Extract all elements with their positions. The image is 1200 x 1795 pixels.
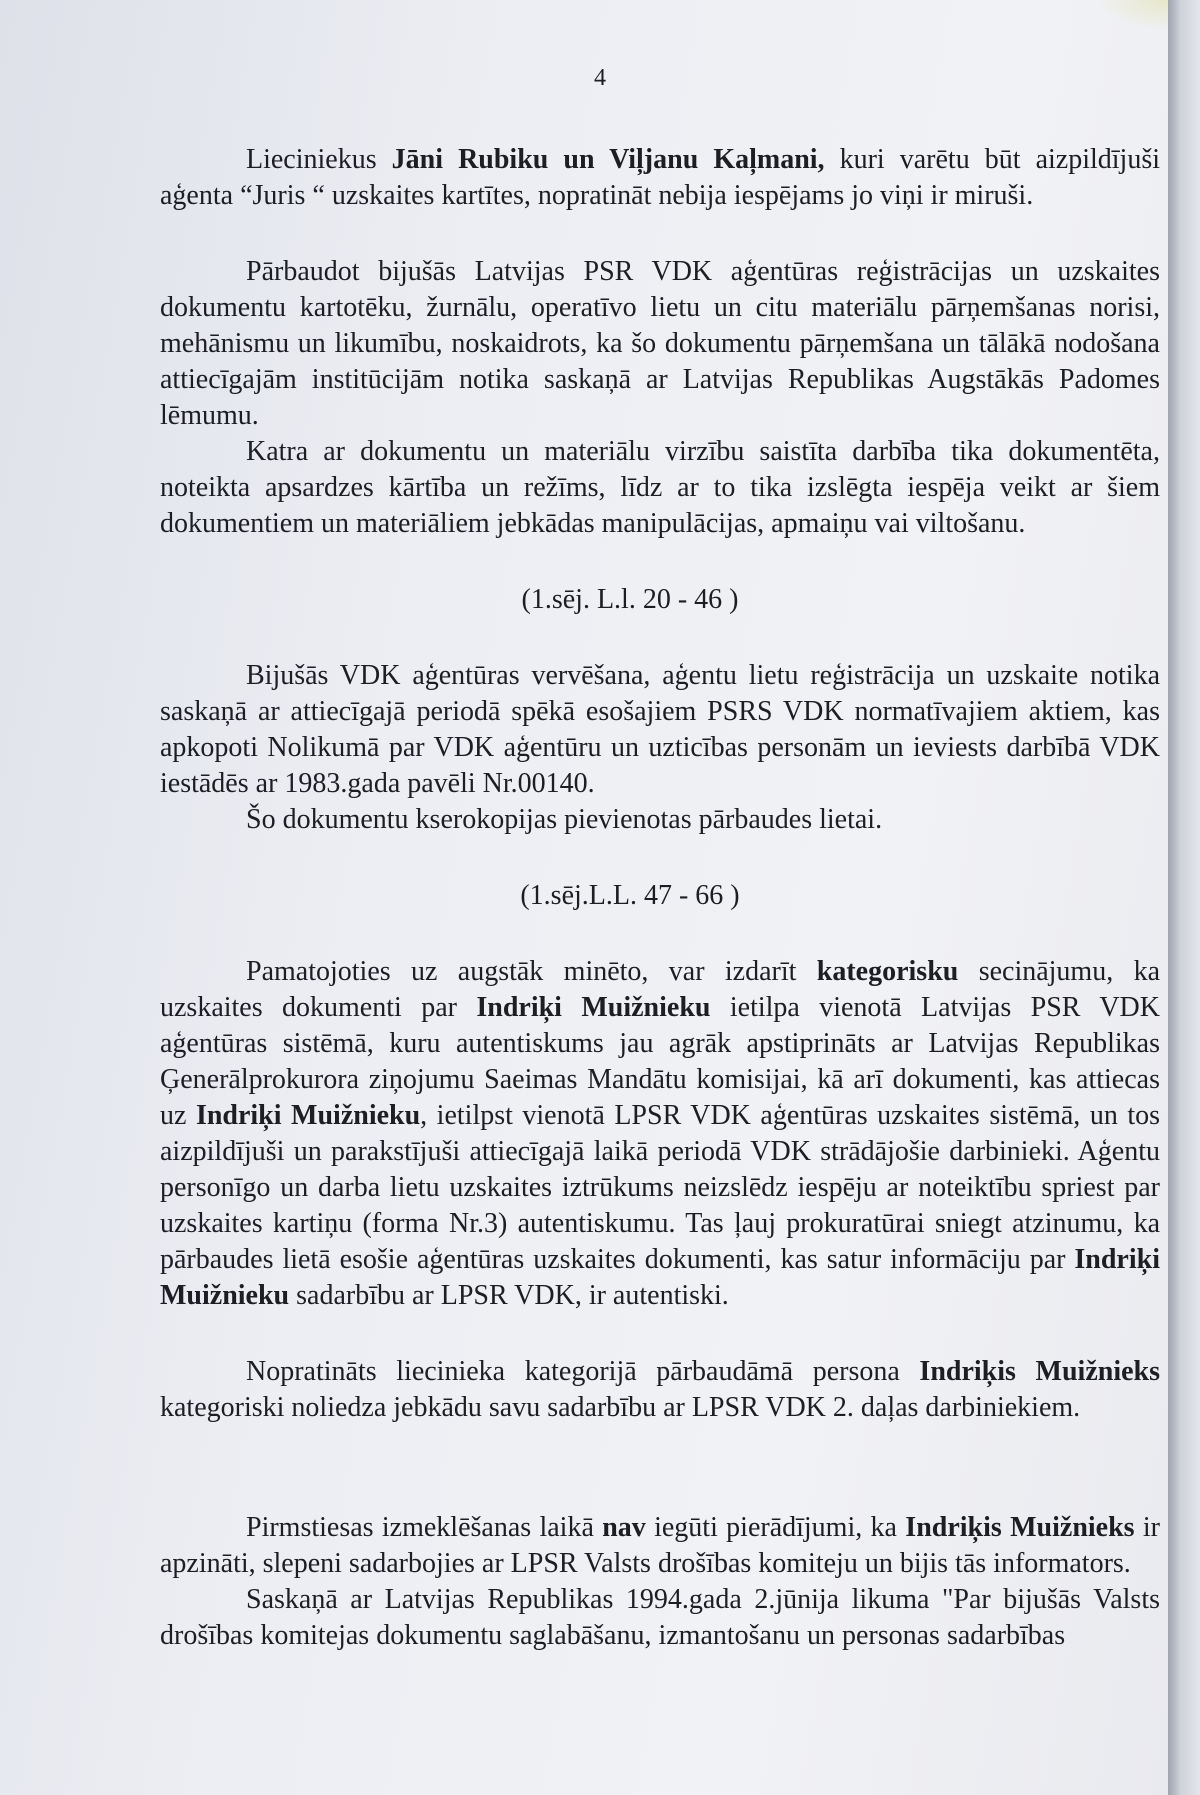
paragraph-copies: [160, 802, 1160, 838]
text-run: Lieciniekus: [246, 144, 392, 175]
text-run: ir apzināti, slepeni sadarbojies ar LPSR Valsts drošības komiteju un bijis tās informators.: [160, 1512, 1160, 1579]
paragraph-witnesses: [160, 142, 1160, 214]
text-run: Šo dokumentu kserokopijas pievienotas pārbaudes lietai.: [246, 804, 883, 835]
text-run: Pirmstiesas izmeklēšanas laikā: [246, 1512, 603, 1543]
bold-name: Indriķis Muižnieks: [905, 1512, 1135, 1543]
bold-name: Indriķi Muižnieku: [160, 1244, 1160, 1311]
bold-term: kategorisku: [816, 956, 959, 987]
bold-names: Jāni Rubiku un Viļjanu Kaļmani,: [391, 144, 825, 175]
page-content: [160, 60, 1160, 1654]
paragraph-documentation: [160, 434, 1160, 542]
paragraph-law-reference: [160, 1582, 1160, 1654]
bold-name: Indriķi Muižnieku: [476, 992, 711, 1023]
page-number: 4: [594, 65, 606, 91]
paragraph-denial: [160, 1354, 1160, 1426]
text-run: sadarbību ar LPSR VDK, ir autentiski.: [289, 1280, 729, 1311]
text-run: kuri varētu būt aizpildījuši aģenta “Juris “ uzskaites kartītes, nopratināt nebija iespējams jo viņi ir miruši.: [160, 144, 1160, 211]
text-run: Katra ar dokumentu un materiālu virzību saistīta darbība tika dokumentēta, noteikta apsardzes kārtība un režīms, līdz ar to tika izslēgta iespēja veikt ar šiem dokumentiem un materiāliem jebkādas manipulācijas, apmaiņu vai viltošanu.: [160, 436, 1160, 539]
text-run: ietilpa vienotā Latvijas PSR VDK aģentūras sistēmā, kuru autentiskums jau agrāk apstiprināts ar Latvijas Republikas Ģenerālprokurora ziņojumu Saeimas Mandātu komisijai, kā arī dokumenti, kas attiecas uz: [160, 992, 1160, 1131]
bold-term: nav: [602, 1512, 646, 1543]
case-reference-1: (1.sēj. L.l. 20 - 46 ): [521, 584, 739, 615]
text-run: Saskaņā ar Latvijas Republikas 1994.gada 2.jūnija likuma "Par bijušās Valsts drošības komitejas dokumentu saglabāšanu, izmantošanu un personas sadarbības: [160, 1584, 1160, 1651]
page-binding-edge: [1168, 0, 1200, 1795]
text-run: Bijušās VDK aģentūras vervēšana, aģentu lietu reģistrācija un uzskaite notika saskaņā ar attiecīgajā periodā spēkā esošajiem PSRS VDK normatīvajiem aktiem, kas apkopoti Nolikumā par VDK aģentūru un uzticības personām un ieviests darbībā VDK iestādēs ar 1983.gada pavēli Nr.00140.: [160, 660, 1160, 799]
bold-name: Indriķis Muižnieks: [919, 1356, 1160, 1387]
paragraph-conclusion: [160, 954, 1160, 1314]
text-run: Pamatojoties uz augstāk minēto, var izdarīt: [246, 956, 817, 987]
paragraph-no-evidence: [160, 1510, 1160, 1582]
text-run: iegūti pierādījumi, ka: [645, 1512, 906, 1543]
text-run: , ietilpst vienotā LPSR VDK aģentūras uzskaites sistēmā, un tos aizpildījuši un parakstījuši attiecīgajā laikā periodā VDK strādājošie darbinieki. Aģentu personīgo un darba lietu uzskaites iztrūkums neizslēdz iespēju ar noteiktību spriest par uzskaites kartiņu (forma Nr.3) autentiskumu. Tas ļauj prokuratūrai sniegt atzinumu, ka pārbaudes lietā esošie aģentūras uzskaites dokumenti, kas satur informāciju par: [160, 1100, 1160, 1275]
bold-name: Indriķi Muižnieku: [195, 1100, 421, 1131]
paragraph-archive-check: [160, 254, 1160, 434]
text-run: secinājumu, ka uzskaites dokumenti par: [160, 956, 1160, 1023]
case-reference-2: (1.sēj.L.L. 47 - 66 ): [520, 880, 740, 911]
page-corner-tint: [1098, 0, 1168, 30]
text-run: Pārbaudot bijušās Latvijas PSR VDK aģentūras reģistrācijas un uzskaites dokumentu kartotēku, žurnālu, operatīvo lietu un citu materiālu pārņemšanas norisi, mehānismu un likumību, noskaidrots, ka šo dokumentu pārņemšana un tālākā nodošana attiecīgajām institūcijām notika saskaņā ar Latvijas Republikas Augstākās Padomes lēmumu.: [160, 256, 1160, 431]
text-run: Nopratināts liecinieka kategorijā pārbaudāmā persona: [246, 1356, 920, 1387]
text-run: kategoriski noliedza jebkādu savu sadarbību ar LPSR VDK 2. daļas darbiniekiem.: [160, 1392, 1081, 1423]
paragraph-recruitment: [160, 658, 1160, 802]
